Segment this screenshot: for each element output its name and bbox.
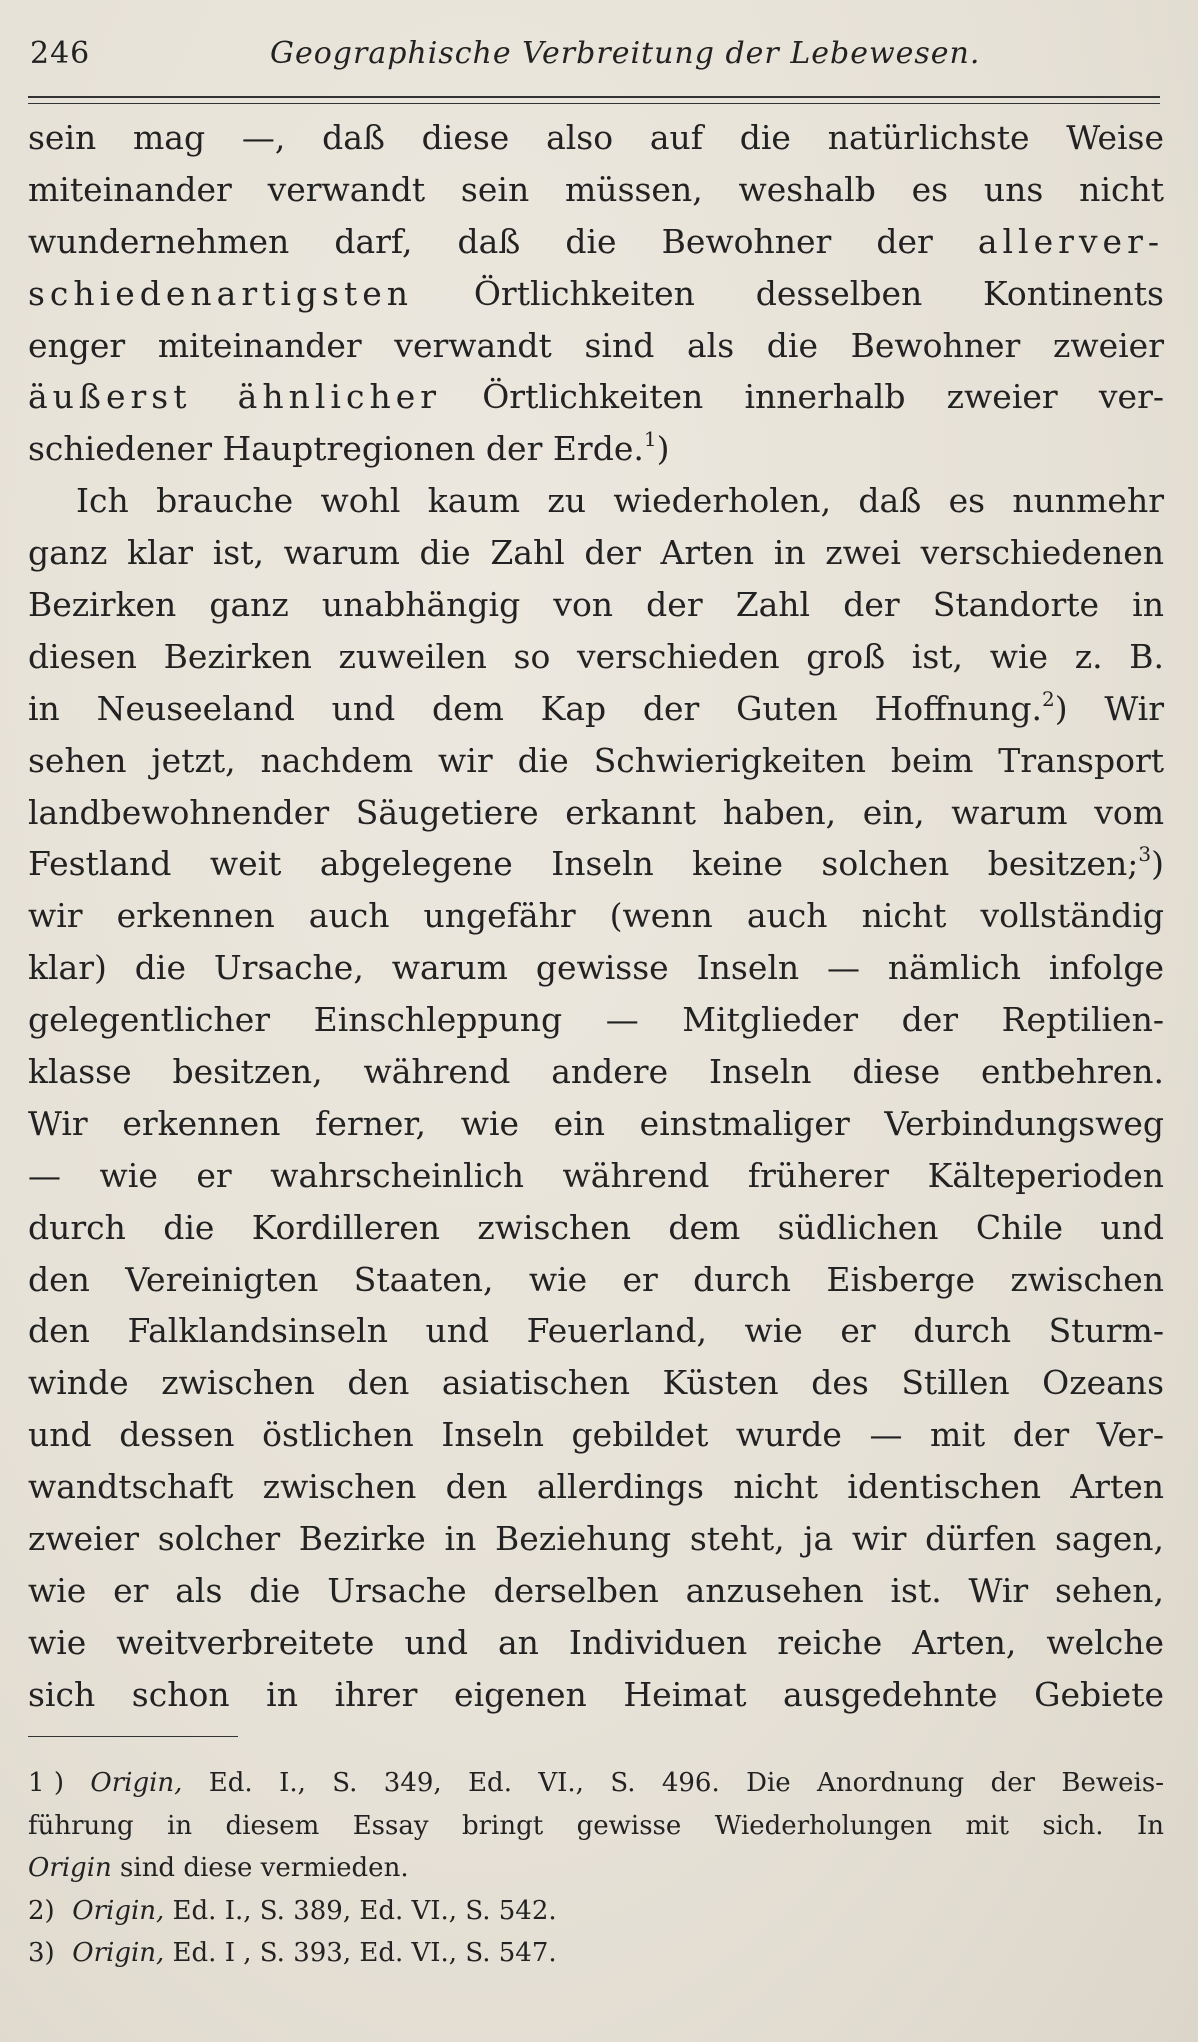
footnote-ref-1: 1 [643,427,657,452]
work-title: Origin [28,1853,112,1883]
text-line: — wie er wahrscheinlich während früherer Kälteperioden [28,1155,1164,1195]
footnote-marker: 2) [28,1895,55,1926]
footnote-ref-3: 3 [1138,842,1152,867]
body-text [28,112,1164,1721]
work-title: Origin, [72,1895,165,1926]
text-line: wandtschaft zwischen den allerdings nicht identischen Arten [28,1467,1164,1507]
page-number: 246 [30,36,91,71]
text-line: durch die Kordilleren zwischen dem südlichen Chile und [28,1207,1164,1247]
text-line: schiedenartigsten Örtlichkeiten desselben Kontinents [28,273,1164,313]
text-line: wie weitverbreitete und an Individuen reiche Arten, welche [28,1622,1164,1662]
footnote-marker: 3) [28,1938,55,1968]
text-line: diesen Bezirken zuweilen so verschieden groß ist, wie z. B. [28,636,1164,676]
footnote-ref-2: 2 [1041,686,1055,711]
footnote-marker: 1 ) [28,1768,64,1798]
header-rule-double [28,103,1160,104]
text-line: Festland weit abgelegene Inseln keine solchen besitzen;$^3$) [28,842,1164,884]
text-line: klar) die Ursache, warum gewisse Inseln — nämlich infolge [28,948,1164,988]
text-line: sein mag —, daß diese also auf die natürlichste Weise [28,118,1164,157]
work-title: Origin, [72,1938,165,1968]
header-rule [28,96,1160,98]
text-line: den Vereinigten Staaten, wie er durch Eisberge zwischen [28,1259,1164,1299]
footnote-2: 2) Origin, Ed. I., S. 389, Ed. VI., S. 542. [28,1890,1164,1933]
page-header [30,30,1168,80]
text-line: schiedener Hauptregionen der Erde.$^1$) [28,427,670,469]
text-line: äußerst ähnlicher Örtlichkeiten innerhalb zweier ver- [28,377,1164,417]
text-line: wie er als die Ursache derselben anzusehen ist. Wir sehen, [28,1570,1164,1610]
text-line: winde zwischen den asiatischen Küsten des Stillen Ozeans [28,1363,1164,1403]
footnote-1: 1 ) Origin, Ed. I., S. 349, Ed. VI., S. 496. Die Anordnung der Beweis- [28,1762,1164,1805]
text-line: wir erkennen auch ungefähr (wenn auch nicht vollständig [28,896,1164,936]
footnote-3: 3) Origin, Ed. I , S. 393, Ed. VI., S. 547. [28,1932,1164,1975]
text-line: wundernehmen darf, daß die Bewohner der allerver- [28,221,1164,261]
text-line: sich schon in ihrer eigenen Heimat ausgedehnte Gebiete [28,1674,1164,1714]
emphasized-word: allerver- [977,221,1164,261]
footnote-1-end: Origin sind diese vermieden. [28,1853,409,1883]
emphasized-word: schiedenartigsten [28,273,414,313]
text-line: klasse besitzen, während andere Inseln diese entbehren. [28,1052,1164,1092]
text-line: zweier solcher Bezirke in Beziehung steht, ja wir dürfen sagen, [28,1519,1164,1559]
text-line: landbewohnender Säugetiere erkannt haben, ein, warum vom [28,792,1164,832]
text-line: in Neuseeland und dem Kap der Guten Hoffnung.$^2$) Wir [28,686,1164,728]
text-line: Ich brauche wohl kaum zu wiederholen, daß es nunmehr [76,481,1164,521]
running-title: Geographische Verbreitung der Lebewesen. [270,36,981,71]
text-line: sehen jetzt, nachdem wir die Schwierigkeiten beim Transport [28,740,1164,780]
text-line: den Falklandsinseln und Feuerland, wie er durch Sturm- [28,1311,1164,1351]
footnote-rule [28,1736,238,1737]
text-line: und dessen östlichen Inseln gebildet wurde — mit der Ver- [28,1415,1164,1455]
footnote-1-continued: führung in diesem Essay bringt gewisse Wiederholungen mit sich. In [28,1810,1164,1841]
footnotes [28,1762,1164,1975]
emphasized-word: äußerst ähnlicher [28,377,442,417]
text-line: Bezirken ganz unabhängig von der Zahl der Standorte in [28,585,1164,625]
text-line: Wir erkennen ferner, wie ein einstmaliger Verbindungsweg [28,1103,1164,1143]
text-line: miteinander verwandt sein müssen, weshalb es uns nicht [28,169,1164,209]
text-line: gelegentlicher Einschleppung — Mitglieder der Reptilien- [28,1000,1164,1040]
text-line: enger miteinander verwandt sind als die Bewohner zweier [28,325,1164,365]
work-title: Origin, [90,1768,183,1798]
text-line: ganz klar ist, warum die Zahl der Arten in zwei verschiedenen [28,533,1164,573]
